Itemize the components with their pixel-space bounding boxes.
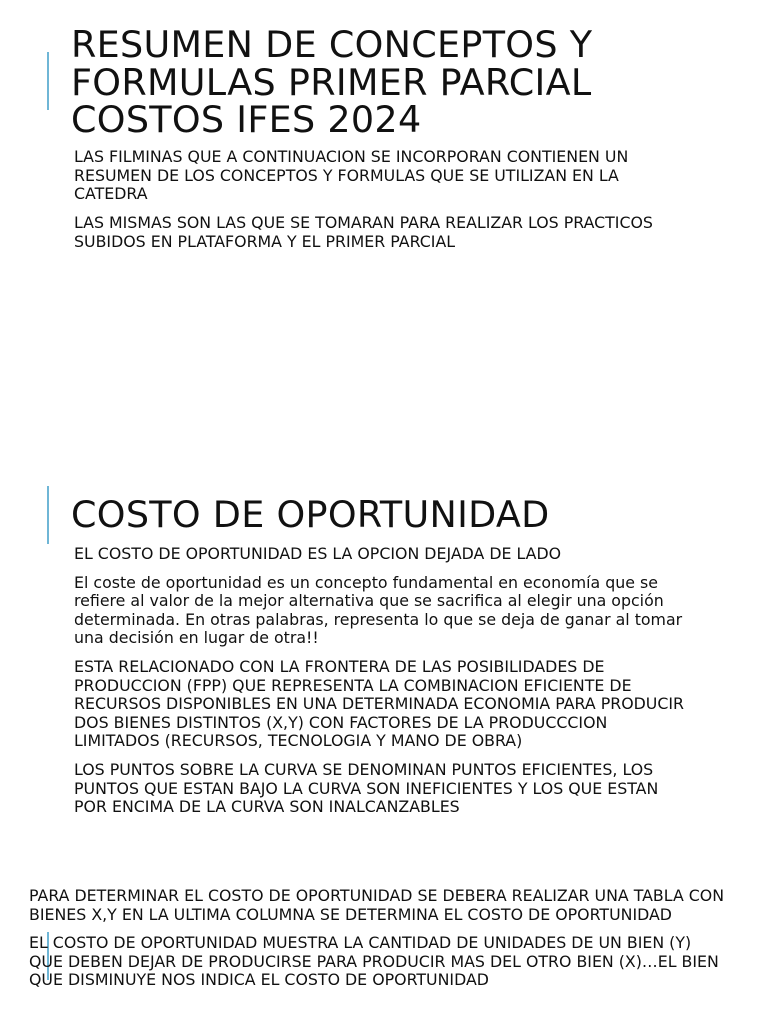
slide-determinar-costo: [0, 860, 768, 1024]
body-paragraph: LOS PUNTOS SOBRE LA CURVA SE DENOMINAN PUNTOS EFICIENTES, LOS PUNTOS QUE ESTAN BAJO LA CURVA SON INEFICIENTES Y LOS QUE ESTAN POR ENCIMA DE LA CURVA SON INALCANZABLES: [74, 759, 659, 817]
body-paragraph: LAS MISMAS SON LAS QUE SE TOMARAN PARA REALIZAR LOS PRACTICOS SUBIDOS EN PLATAFORMA Y EL PRIMER PARCIAL: [74, 213, 653, 251]
body-paragraph: LAS FILMINAS QUE A CONTINUACION SE INCORPORAN CONTIENEN UN RESUMEN DE LOS CONCEPTOS Y FORMULAS QUE SE UTILIZAN EN LA CATEDRA: [74, 147, 629, 204]
title-accent-bar: [47, 486, 49, 544]
slide-resumen: [0, 0, 768, 470]
title-accent-bar: [47, 52, 49, 110]
body-paragraph: EL COSTO DE OPORTUNIDAD MUESTRA LA CANTIDAD DE UNIDADES DE UN BIEN (Y) QUE DEBEN DEJAR DE PRODUCIRSE PARA PRODUCIR MAS DEL OTRO BIEN (X)…EL BIEN QUE DISMINUYE NOS INDICA EL COSTO DE OPORTUNIDAD: [29, 933, 719, 990]
slide-body: [74, 545, 689, 827]
slide-costo-de-oportunidad: [0, 470, 768, 860]
slide-title: RESUMEN DE CONCEPTOS Y FORMULAS PRIMER PARCIAL COSTOS IFES 2024: [71, 23, 593, 141]
body-paragraph: PARA DETERMINAR EL COSTO DE OPORTUNIDAD SE DEBERA REALIZAR UNA TABLA CON BIENES X,Y EN LA ULTIMA COLUMNA SE DETERMINA EL COSTO DE OPORTUNIDAD: [29, 886, 725, 924]
body-paragraph: ESTA RELACIONADO CON LA FRONTERA DE LAS POSIBILIDADES DE PRODUCCION (FPP) QUE REPRESENTA LA COMBINACION EFICIENTE DE RECURSOS DISPONIBLES EN UNA DETERMINADA ECONOMIA PARA PRODUCIR DOS BIENES DISTINTOS (X,Y) CON FACTORES DE LA PRODUCCCION LIMITADOS (RECURSOS, TECNOLOGIA Y MANO DE OBRA): [74, 656, 685, 751]
body-paragraph: El coste de oportunidad es un concepto fundamental en economía que se refiere al valor de la mejor alternativa que se sacrifica al elegir una opción determinada. En otras palabras, representa lo que se deja de ganar al tomar una decisión en lugar de otra!!: [74, 572, 683, 648]
body-paragraph: EL COSTO DE OPORTUNIDAD ES LA OPCION DEJADA DE LADO: [74, 544, 562, 563]
slide-body: [29, 887, 729, 1000]
slide-body: [74, 148, 694, 262]
slide-title: COSTO DE OPORTUNIDAD: [71, 493, 550, 536]
